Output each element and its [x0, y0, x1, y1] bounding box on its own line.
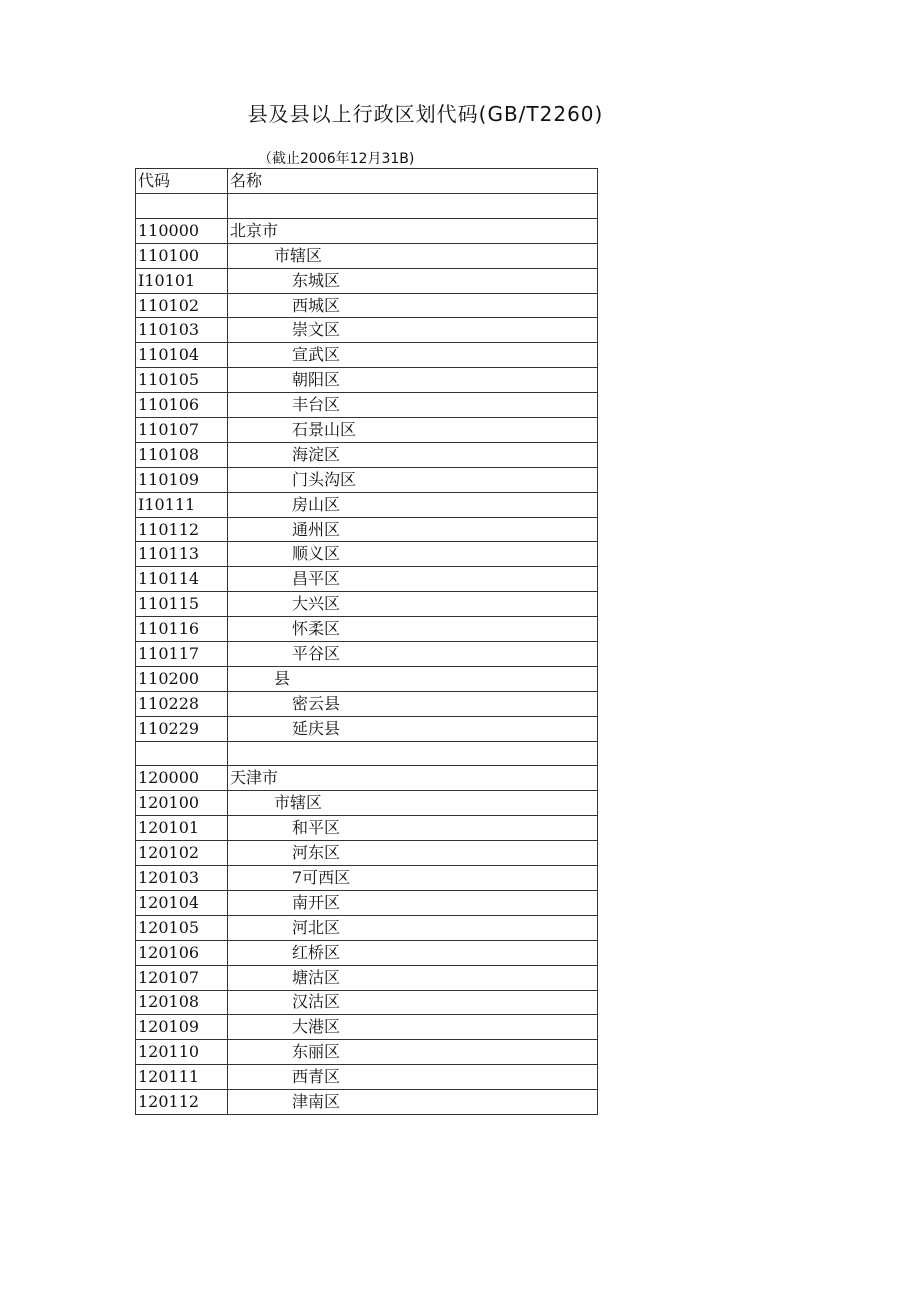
row-name: 津南区 — [228, 1090, 598, 1115]
row-code — [136, 194, 228, 219]
table-row — [136, 791, 598, 816]
table-row — [136, 318, 598, 343]
row-code: 110102 — [136, 293, 228, 318]
row-name — [228, 194, 598, 219]
row-code: 120109 — [136, 1015, 228, 1040]
row-name: 密云县 — [228, 691, 598, 716]
row-code: 110113 — [136, 542, 228, 567]
row-name: 河东区 — [228, 841, 598, 866]
row-code: 110112 — [136, 517, 228, 542]
table-row — [136, 442, 598, 467]
row-name: 丰台区 — [228, 393, 598, 418]
row-name: 东丽区 — [228, 1040, 598, 1065]
row-name: 河北区 — [228, 915, 598, 940]
header-code: 代码 — [136, 169, 228, 194]
row-name: 市辖区 — [228, 791, 598, 816]
table-row — [136, 368, 598, 393]
row-name: 塘沽区 — [228, 965, 598, 990]
row-code: 110105 — [136, 368, 228, 393]
table-row — [136, 243, 598, 268]
row-code: 120105 — [136, 915, 228, 940]
row-name: 宣武区 — [228, 343, 598, 368]
row-code: I10111 — [136, 492, 228, 517]
row-name: 昌平区 — [228, 567, 598, 592]
row-name: 县 — [228, 666, 598, 691]
row-name: 大兴区 — [228, 592, 598, 617]
row-name: 东城区 — [228, 268, 598, 293]
row-name — [228, 741, 598, 766]
row-code: 110000 — [136, 218, 228, 243]
row-name: 门头沟区 — [228, 467, 598, 492]
table-row — [136, 1065, 598, 1090]
row-name: 西青区 — [228, 1065, 598, 1090]
table-row — [136, 517, 598, 542]
row-name: 汉沽区 — [228, 990, 598, 1015]
row-code: 110100 — [136, 243, 228, 268]
table-row — [136, 691, 598, 716]
row-name: 平谷区 — [228, 642, 598, 667]
row-code: 110108 — [136, 442, 228, 467]
table-row — [136, 666, 598, 691]
row-name: 南开区 — [228, 890, 598, 915]
table-row — [136, 915, 598, 940]
row-name: 房山区 — [228, 492, 598, 517]
row-name: 市辖区 — [228, 243, 598, 268]
row-code: 120110 — [136, 1040, 228, 1065]
date-note: （截止2006年12月31B) — [258, 151, 415, 167]
page-title: 县及县以上行政区划代码(GB/T2260) — [247, 102, 604, 126]
row-name: 北京市 — [228, 218, 598, 243]
row-name: 怀柔区 — [228, 617, 598, 642]
table-header-row — [136, 169, 598, 194]
row-code: 110104 — [136, 343, 228, 368]
row-code: 120102 — [136, 841, 228, 866]
division-code-table — [135, 168, 598, 1115]
table-row — [136, 268, 598, 293]
row-code: 110228 — [136, 691, 228, 716]
table-row — [136, 194, 598, 219]
table-row — [136, 642, 598, 667]
row-name: 海淀区 — [228, 442, 598, 467]
row-name: 红桥区 — [228, 940, 598, 965]
row-code: 120108 — [136, 990, 228, 1015]
row-code: 110103 — [136, 318, 228, 343]
table-row — [136, 940, 598, 965]
table-row — [136, 890, 598, 915]
row-name: 和平区 — [228, 816, 598, 841]
row-code: 120000 — [136, 766, 228, 791]
header-name: 名称 — [228, 169, 598, 194]
row-code: I10101 — [136, 268, 228, 293]
table-row — [136, 1040, 598, 1065]
row-code: 110107 — [136, 418, 228, 443]
row-code: 120104 — [136, 890, 228, 915]
row-code: 120111 — [136, 1065, 228, 1090]
row-name: 天津市 — [228, 766, 598, 791]
row-code: 110109 — [136, 467, 228, 492]
row-code: 120107 — [136, 965, 228, 990]
row-code: 110117 — [136, 642, 228, 667]
table-row — [136, 343, 598, 368]
table-row — [136, 816, 598, 841]
row-name: 通州区 — [228, 517, 598, 542]
table-row — [136, 766, 598, 791]
table-row — [136, 492, 598, 517]
table-row — [136, 1015, 598, 1040]
row-code: 120103 — [136, 866, 228, 891]
table-row — [136, 866, 598, 891]
row-code: 120101 — [136, 816, 228, 841]
row-name: 崇文区 — [228, 318, 598, 343]
row-code — [136, 741, 228, 766]
row-name: 西城区 — [228, 293, 598, 318]
row-name: 大港区 — [228, 1015, 598, 1040]
table-row — [136, 1090, 598, 1115]
row-name: 顺义区 — [228, 542, 598, 567]
table-row — [136, 716, 598, 741]
row-code: 110114 — [136, 567, 228, 592]
table-row — [136, 617, 598, 642]
table-row — [136, 418, 598, 443]
row-code: 110116 — [136, 617, 228, 642]
row-code: 110200 — [136, 666, 228, 691]
row-name: 石景山区 — [228, 418, 598, 443]
table-row — [136, 592, 598, 617]
row-code: 110229 — [136, 716, 228, 741]
row-code: 120112 — [136, 1090, 228, 1115]
table-row — [136, 393, 598, 418]
table-row — [136, 841, 598, 866]
row-name: 朝阳区 — [228, 368, 598, 393]
row-name: 延庆县 — [228, 716, 598, 741]
table-row — [136, 990, 598, 1015]
row-code: 110115 — [136, 592, 228, 617]
row-code: 120106 — [136, 940, 228, 965]
table-row — [136, 542, 598, 567]
table-row — [136, 965, 598, 990]
table-row — [136, 218, 598, 243]
row-code: 110106 — [136, 393, 228, 418]
table-row — [136, 741, 598, 766]
row-code: 120100 — [136, 791, 228, 816]
table-row — [136, 467, 598, 492]
table-row — [136, 567, 598, 592]
table-row — [136, 293, 598, 318]
row-name: 7可西区 — [228, 866, 598, 891]
